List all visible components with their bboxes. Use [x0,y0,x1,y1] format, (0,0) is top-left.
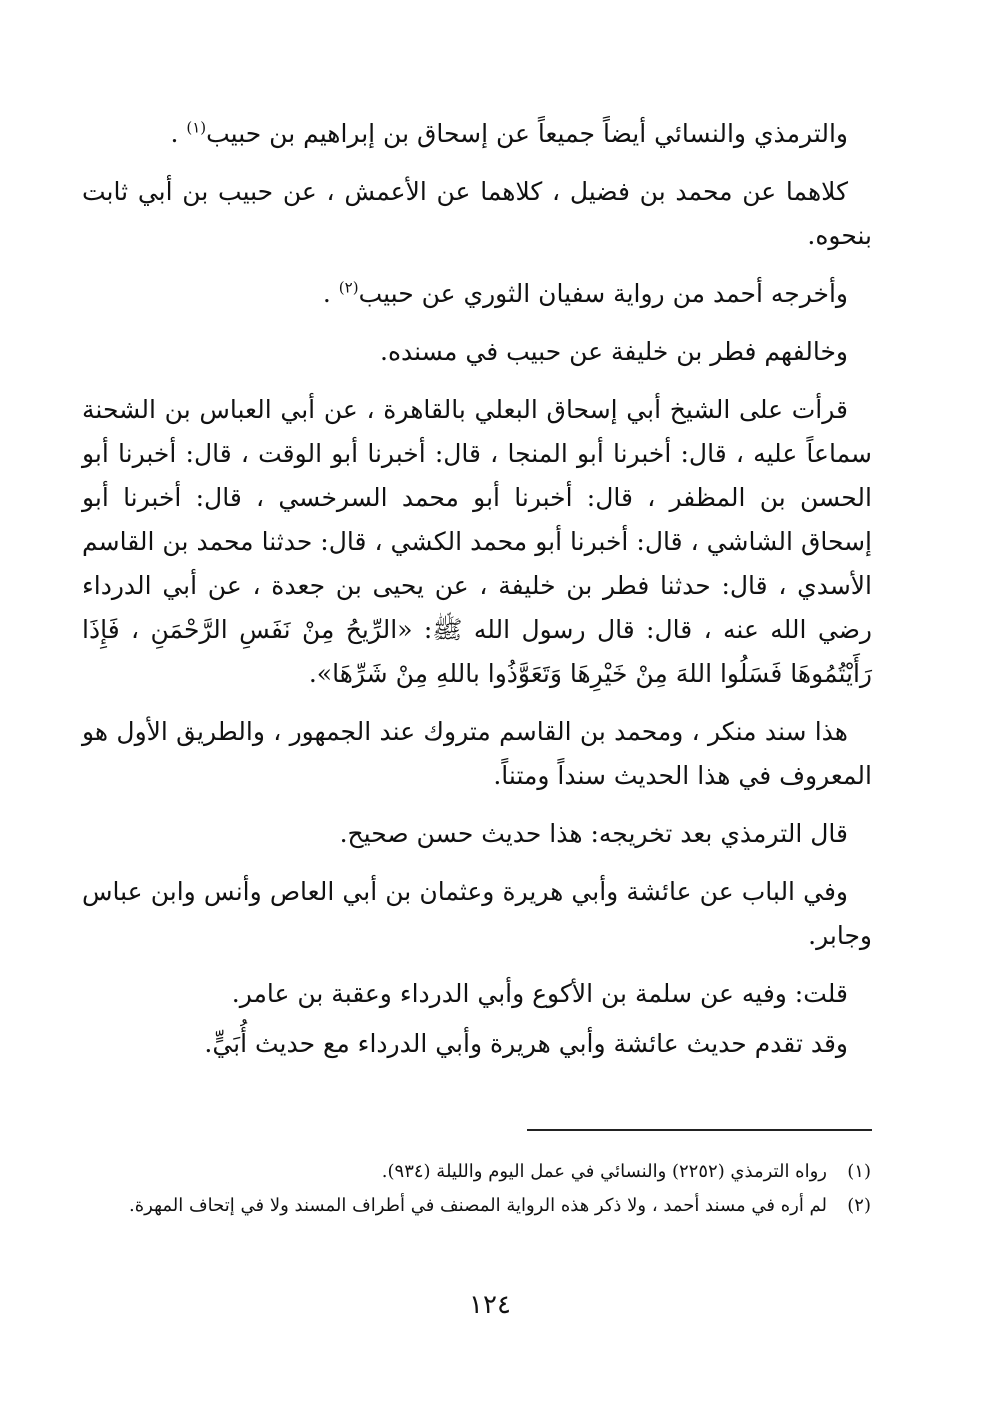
paragraph-6: هذا سند منكر ، ومحمد بن القاسم متروك عند الجمهور ، والطريق الأول هو المعروف في هذا الحديث سنداً ومتناً. [82,717,872,790]
paragraph-3-tail: . [322,279,331,308]
footnote-2 [96,1191,871,1221]
paragraph-10: وقد تقدم حديث عائشة وأبي هريرة وأبي الدرداء مع حديث أُبَيٍّ. [204,1029,848,1058]
footnote-1 [96,1157,871,1187]
footnote-ref-2: (٢) [338,278,359,297]
page-number: ١٢٤ [469,1290,511,1320]
footnotes [96,1157,871,1225]
footnote-2-number: (٢) [847,1195,871,1216]
paragraph-4: وخالفهم فطر بن خليفة عن حبيب في مسنده. [380,337,848,366]
footnote-ref-1: (١) [186,118,207,137]
main-text [82,112,872,1080]
paragraph-3-text: وأخرجه أحمد من رواية سفيان الثوري عن حبيب [358,279,848,308]
footnote-2-text: لم أره في مسند أحمد ، ولا ذكر هذه الرواية المصنف في أطراف المسند ولا في إتحاف المهرة. [129,1195,827,1216]
paragraph-5-isnad: قرأت على الشيخ أبي إسحاق البعلي بالقاهرة ، عن أبي العباس بن الشحنة سماعاً عليه ، قال: أخبرنا أبو المنجا ، قال: أخبرنا أبو الوقت ، قال: أخبرنا أبو الحسن بن المظفر ، قال: أخبرنا أبو محمد السرخسي ، قال: أخبرنا أبو إسحاق الشاشي ، قال: أخبرنا أبو محمد الكشي ، قال: حدثنا محمد بن القاسم الأسدي ، قال: حدثنا فطر بن خليفة ، عن يحيى بن جعدة ، عن أبي الدرداء رضي الله عنه ، قال: قال رسول الله ﷺ: «الرِّيحُ مِنْ نَفَسِ الرَّحْمَنِ ، فَإِذَا رَأَيْتُمُوهَا فَسَلُوا اللهَ مِنْ خَيْرِهَا وَتَعَوَّذُوا باللهِ مِنْ شَرِّهَا». [82,395,872,688]
paragraph-3 [82,272,872,316]
footnote-1-number: (١) [847,1161,871,1182]
paragraph-1 [82,112,872,156]
paragraph-9: قلت: وفيه عن سلمة بن الأكوع وأبي الدرداء وعقبة بن عامر. [231,979,848,1008]
paragraph-1-tail: . [170,119,179,148]
footnote-1-text: رواه الترمذي (٢٢٥٢) والنسائي في عمل اليوم والليلة (٩٣٤). [381,1161,827,1182]
paragraph-7: قال الترمذي بعد تخريجه: هذا حديث حسن صحيح. [339,819,848,848]
paragraph-8: وفي الباب عن عائشة وأبي هريرة وعثمان بن أبي العاص وأنس وابن عباس وجابر. [82,877,872,950]
paragraph-2: كلاهما عن محمد بن فضيل ، كلاهما عن الأعمش ، عن حبيب بن أبي ثابت بنحوه. [82,177,872,250]
paragraph-1-text: والترمذي والنسائي أيضاً جميعاً عن إسحاق بن إبراهيم بن حبيب [206,119,848,148]
footnote-separator [527,1129,872,1131]
